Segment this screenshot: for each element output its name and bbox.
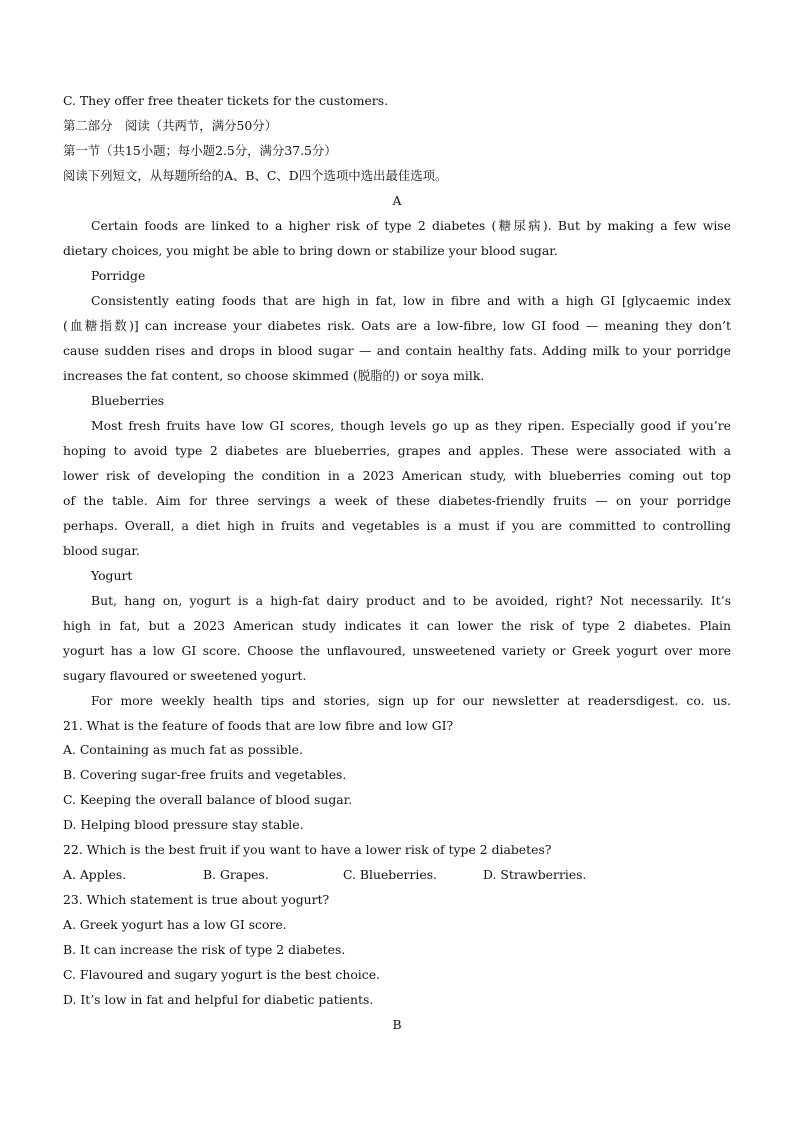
question-22-stem: 22. Which is the best fruit if you want to have a lower risk of type 2 diabetes? — [63, 842, 552, 857]
question-23-option-b: B. It can increase the risk of type 2 diabetes. — [63, 942, 346, 957]
question-22-options — [63, 867, 731, 883]
paragraph-line: yogurt has a low GI score. Choose the unflavoured, unsweetened variety or Greek yogurt over more — [63, 643, 731, 658]
question-22-option-b: B. Grapes. — [203, 867, 269, 882]
question-23-option-d: D. It’s low in fat and helpful for diabetic patients. — [63, 992, 374, 1007]
carry-over-option: C. They offer free theater tickets for the customers. — [63, 93, 389, 108]
question-23-stem: 23. Which statement is true about yogurt? — [63, 892, 330, 907]
question-21-option-b: B. Covering sugar-free fruits and vegetables. — [63, 767, 347, 782]
paragraph-line: increases the fat content, so choose skimmed (脱脂的) or soya milk. — [63, 368, 485, 383]
question-22-option-d: D. Strawberries. — [483, 867, 587, 882]
question-23-option-c: C. Flavoured and sugary yogurt is the best choice. — [63, 967, 380, 982]
paragraph-line: hoping to avoid type 2 diabetes are blueberries, grapes and apples. These were associated with a — [63, 443, 731, 458]
paragraph-line: Consistently eating foods that are high in fat, low in fibre and with a high GI [glycaemic index — [91, 293, 731, 308]
question-22-option-c: C. Blueberries. — [343, 867, 438, 882]
paragraph-line: blood sugar. — [63, 543, 140, 558]
paragraph-line: But, hang on, yogurt is a high-fat dairy product and to be avoided, right? Not necessarily. It’s — [91, 593, 731, 608]
question-21-option-c: C. Keeping the overall balance of blood sugar. — [63, 792, 353, 807]
question-21-option-a: A. Containing as much fat as possible. — [63, 742, 303, 757]
question-21-stem: 21. What is the feature of foods that are low fibre and low GI? — [63, 718, 454, 733]
instruction: 阅读下列短文，从每题所给的A、B、C、D四个选项中选出最佳选项。 — [63, 168, 448, 183]
paragraph-line: (血糖指数)] can increase your diabetes risk. Oats are a low-fibre, low GI food — meaning they don’t — [63, 318, 731, 333]
part-title: 第二部分 阅读（共两节，满分50分） — [63, 118, 278, 133]
passage-label: A — [392, 193, 402, 208]
question-22-option-a: A. Apples. — [63, 867, 127, 882]
question-21-option-d: D. Helping blood pressure stay stable. — [63, 817, 304, 832]
section-heading-yogurt: Yogurt — [91, 568, 133, 583]
paragraph-line: lower risk of developing the condition in a 2023 American study, with blueberries coming out top — [63, 468, 731, 483]
paragraph-line: cause sudden rises and drops in blood sugar — and contain healthy fats. Adding milk to your porridge — [63, 343, 731, 358]
question-23-option-a: A. Greek yogurt has a low GI score. — [63, 917, 287, 932]
section-heading-blueberries: Blueberries — [91, 393, 165, 408]
intro-line: Certain foods are linked to a higher risk of type 2 diabetes (糖尿病). But by making a few wise — [91, 218, 731, 233]
paragraph-line: of the table. Aim for three servings a week of these diabetes-friendly fruits — on your porridge — [63, 493, 731, 508]
intro-line: dietary choices, you might be able to bring down or stabilize your blood sugar. — [63, 243, 558, 258]
paragraph-line: sugary flavoured or sweetened yogurt. — [63, 668, 307, 683]
next-passage-label: B — [392, 1017, 402, 1032]
section-heading-porridge: Porridge — [91, 268, 146, 283]
section-title: 第一节（共15小题；每小题2.5分，满分37.5分） — [63, 143, 337, 158]
paragraph-line: Most fresh fruits have low GI scores, though levels go up as they ripen. Especially good if you’re — [91, 418, 731, 433]
closing-line: For more weekly health tips and stories, sign up for our newsletter at readersdigest. co. us. — [91, 693, 731, 708]
paragraph-line: perhaps. Overall, a diet high in fruits and vegetables is a must if you are committed to controlling — [63, 518, 731, 533]
paragraph-line: high in fat, but a 2023 American study indicates it can lower the risk of type 2 diabetes. Plain — [63, 618, 731, 633]
